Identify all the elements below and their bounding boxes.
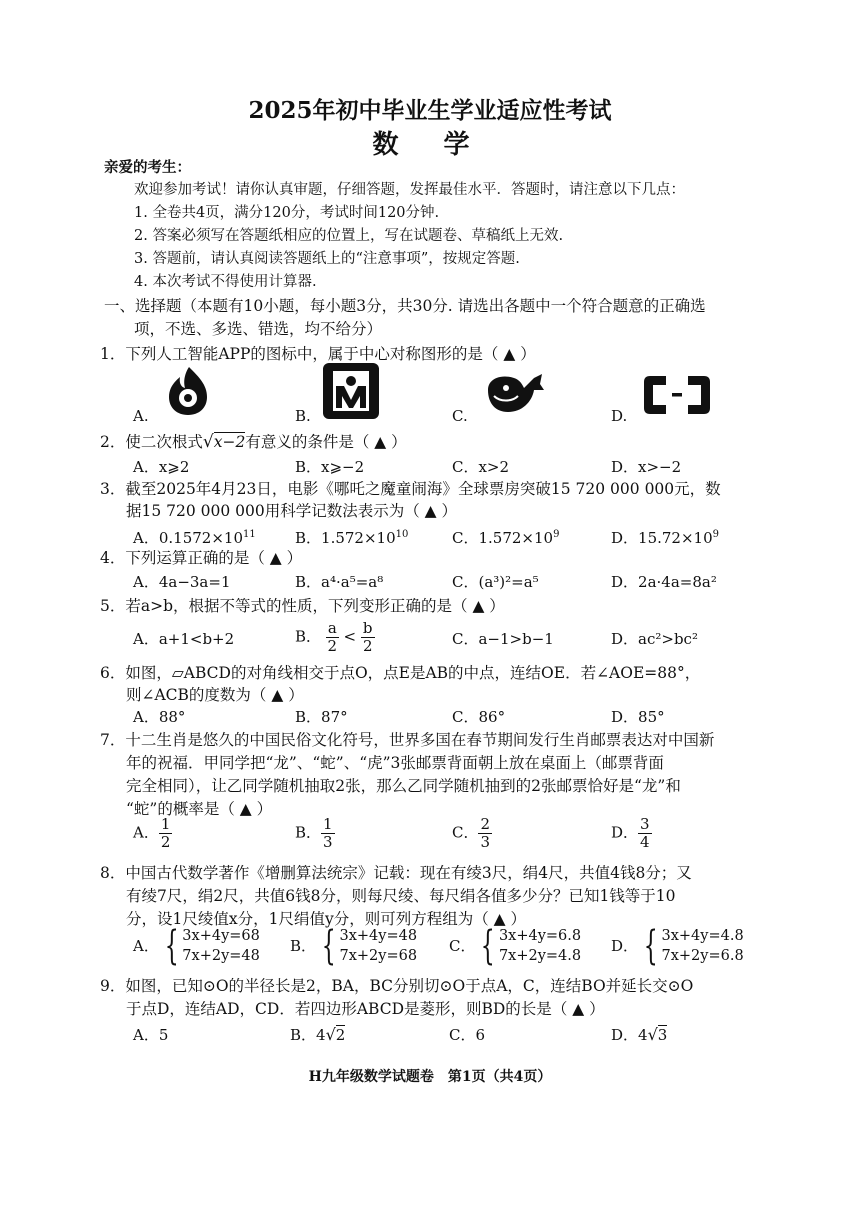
option-c: C．$1.572\times 10^9$ (452, 529, 560, 547)
section-heading-line2: 项，不选、多选、错选，均不给分） (134, 320, 383, 338)
question-3-line1: 3．截至2025年4月23日，电影《哪吒之魔童闹海》全球票房突破15 720 000 000元，数 (100, 480, 721, 498)
option-c: C．6 (449, 1026, 486, 1044)
instruction-item: 4. 本次考试不得使用计算器. (134, 274, 317, 290)
option-d: D．2a·4a=8a² (611, 573, 717, 591)
option-d: D．4√3 (611, 1025, 668, 1044)
option-c: C．86° (452, 708, 506, 726)
option-d: D．ac²>bc² (611, 630, 698, 648)
option-b: B．87° (295, 708, 348, 726)
question-3-line2: 据15 720 000 000用科学记数法表示为（ ▲ ） (126, 502, 458, 520)
option-a: A．5 (133, 1026, 169, 1044)
option-b: B． { 3x+4y=48 7x+2y=68 (290, 923, 418, 969)
whale-icon (484, 370, 546, 416)
question-2-stem: 2．使二次根式√x−2有意义的条件是（ ▲ ） (100, 432, 407, 452)
question-7-line4: “蛇”的概率是（ ▲ ） (126, 800, 273, 818)
option-c: C． $\frac{2}{3}$ (452, 815, 491, 851)
greeting: 亲爱的考生： (104, 159, 191, 176)
option-b: B．x⩾−2 (295, 458, 365, 476)
framed-figure-icon (322, 362, 380, 420)
option-d: D． { 3x+4y=4.8 7x+2y=6.8 (611, 923, 744, 969)
flame-circle-icon (163, 365, 213, 417)
option-b: B． $\frac{1}{3}$ (295, 815, 333, 851)
option-label: B. (295, 407, 311, 425)
bracket-dash-icon (640, 372, 714, 418)
instructions-intro: 欢迎参加考试！请你认真审题，仔细答题，发挥最佳水平．答题时，请注意以下几点： (134, 182, 685, 198)
option-b: B．a⁴·a⁵=a⁸ (295, 573, 384, 591)
question-1-stem: 1．下列人工智能APP的图标中，属于中心对称图形的是（ ▲ ） (100, 345, 536, 363)
option-b: B．4√2 (290, 1025, 346, 1044)
option-label: C. (452, 407, 468, 425)
question-8-line3: 分，设1尺绫值x分，1尺绢值y分，则可列方程组为（ ▲ ） (126, 910, 526, 928)
exam-title: 2025年初中毕业生学业适应性考试 (248, 97, 612, 124)
instruction-item: 2. 答案必须写在答题纸相应的位置上，写在试题卷、草稿纸上无效. (134, 228, 564, 244)
instruction-item: 1. 全卷共4页，满分120分，考试时间120分钟. (134, 205, 440, 221)
question-6-line1: 6．如图，▱ABCD的对角线相交于点O，点E是AB的中点，连结OE．若∠AOE=88°， (100, 664, 701, 682)
option-label: D. (611, 407, 628, 425)
option-d: D．$15.72\times 10^9$ (611, 529, 720, 547)
page-footer: H九年级数学试题卷 第1页（共4页） (308, 1069, 552, 1085)
question-7-line3: 完全相同），让乙同学随机抽取2张，那么乙同学随机抽到的2张邮票恰好是“龙”和 (126, 777, 681, 795)
option-b: B．$1.572\times 10^{10}$ (295, 529, 409, 547)
option-c: C．a−1>b−1 (452, 630, 554, 648)
question-6-line2: 则∠ACB的度数为（ ▲ ） (126, 686, 304, 704)
option-c: C．x>2 (452, 458, 510, 476)
option-a: A．a+1<b+2 (133, 630, 235, 648)
option-a: A．$0.1572\times 10^{11}$ (133, 529, 256, 547)
option-a: A． { 3x+4y=68 7x+2y=48 (133, 923, 260, 969)
question-7-line2: 年的祝福．甲同学把“龙”、“蛇”、“虎”3张邮票背面朝上放在桌面上（邮票背面 (126, 754, 664, 772)
subject-title: 数 学 (372, 130, 488, 160)
question-5-stem: 5．若a>b，根据不等式的性质，下列变形正确的是（ ▲ ） (100, 597, 505, 615)
option-a: A．4a−3a=1 (133, 573, 231, 591)
option-c: C．(a³)²=a⁵ (452, 573, 539, 591)
option-a: A．88° (133, 708, 186, 726)
option-c: C． { 3x+4y=6.8 7x+2y=4.8 (449, 923, 582, 969)
option-a: A． $\frac{1}{2}$ (133, 815, 171, 851)
question-8-line2: 有绫7尺，绢2尺，共值6钱8分，则每尺绫、每尺绢各值多少分？已知1钱等于10 (126, 887, 676, 905)
question-9-line2: 于点D，连结AD，CD．若四边形ABCD是菱形，则BD的长是（ ▲ ） (126, 1000, 605, 1018)
section-heading-line1: 一、选择题（本题有10小题，每小题3分，共30分. 请选出各题中一个符合题意的正确选 (104, 297, 706, 315)
question-4-stem: 4．下列运算正确的是（ ▲ ） (100, 549, 303, 567)
option-label: A. (133, 407, 149, 425)
question-9-line1: 9．如图，已知⊙O的半径长是2，BA，BC分别切⊙O于点A，C，连结BO并延长交⊙O (100, 977, 694, 995)
instruction-item: 3. 答题前，请认真阅读答题纸上的“注意事项”，按规定答题. (134, 251, 520, 267)
option-d: D．x>−2 (611, 458, 682, 476)
question-7-line1: 7．十二生肖是悠久的中国民俗文化符号，世界多国在春节期间发行生肖邮票表达对中国新 (100, 731, 715, 749)
question-8-line1: 8．中国古代数学著作《增删算法统宗》记载：现在有绫3尺，绢4尺，共值4钱8分；又 (100, 864, 692, 882)
option-a: A．x⩾2 (133, 458, 190, 476)
option-d: D． $\frac{3}{4}$ (611, 815, 650, 851)
option-d: D．85° (611, 708, 665, 726)
option-b: B． $\frac{a}{2}$ < $\frac{b}{2}$ (295, 619, 373, 655)
